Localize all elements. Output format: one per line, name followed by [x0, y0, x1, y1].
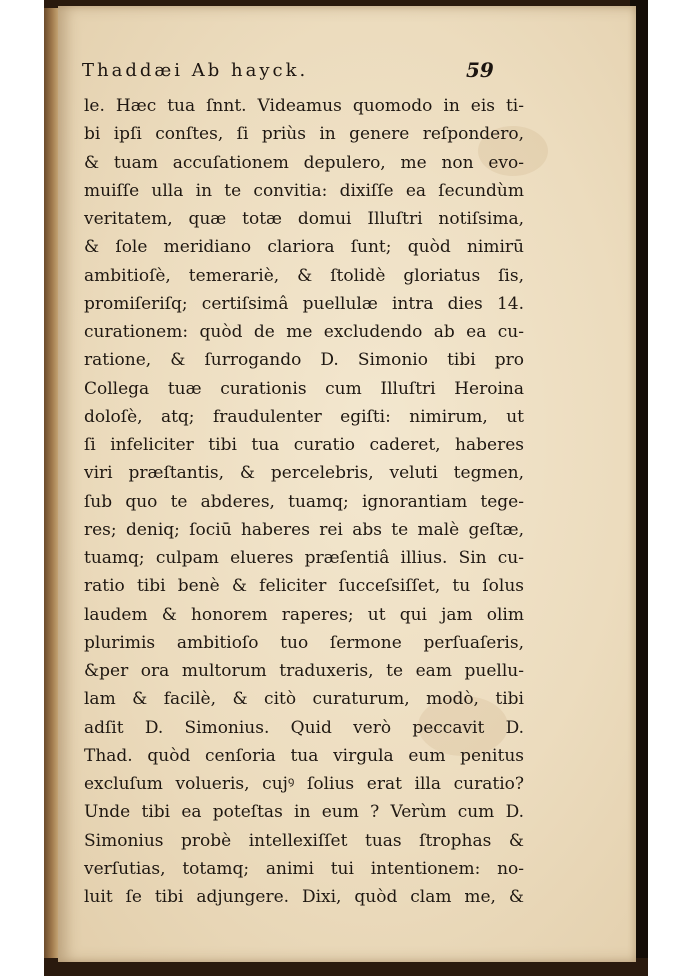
running-head: Thaddæi Ab hayck.: [82, 60, 309, 81]
page-number: 59: [466, 58, 494, 82]
text-line: ratione, & ſurrogando D. Simonio tibi pro: [84, 350, 524, 371]
text-line: ambitioſè, temerariè, & ſtolidè gloriatus ſis,: [84, 265, 524, 286]
text-line: Unde tibi ea poteſtas in eum ? Verùm cum D.: [84, 802, 524, 823]
text-line: luit ſe tibi adjungere. Dixi, quòd clam me, &: [84, 887, 524, 907]
text-line: ratio tibi benè & feliciter ſucceſsiſſet, tu ſolus: [84, 576, 524, 597]
text-line: veritatem, quæ totæ domui Illuſtri notiſsima,: [84, 209, 524, 229]
text-line: muiſſe ulla in te convitia: dixiſſe ea ſecundùm: [84, 180, 524, 201]
text-line: adſit D. Simonius. Quid verò peccavit D.: [84, 717, 524, 738]
text-line: Simonius probè intellexiſſet tuas ſtrophas &: [84, 830, 524, 851]
text-line: le. Hæc tua ſnnt. Videamus quomodo in eis ti-: [84, 96, 524, 116]
text-line: tuamq; culpam elueres præſentiâ illius. Sin cu-: [84, 548, 524, 568]
text-line: laudem & honorem raperes; ut qui jam olim: [84, 604, 524, 625]
body-text: [84, 92, 524, 911]
text-line: doloſè, atq; fraudulenter egiſti: nimirum, ut: [84, 406, 524, 427]
text-line: lam & facilè, & citò curaturum, modò, tibi: [84, 689, 524, 710]
text-line: & ſole meridiano clariora ſunt; quòd nimirū: [84, 237, 524, 258]
text-line: verſutias, totamq; animi tui intentionem: no-: [84, 858, 524, 879]
text-line: bi ipſi conſtes, ſi priùs in genere reſpondero,: [84, 124, 524, 145]
text-line: &per ora multorum traduxeris, te eam puellu-: [84, 661, 524, 681]
text-line: res; deniq; ſociū haberes rei abs te malè geſtæ,: [84, 519, 524, 540]
text-line: Thad. quòd cenſoria tua virgula eum penitus: [84, 745, 524, 766]
text-line: & tuam accuſationem depulero, me non evo-: [84, 152, 524, 173]
text-line: Collega tuæ curationis cum Illuſtri Heroina: [84, 378, 524, 399]
text-line: curationem: quòd de me excludendo ab ea cu-: [84, 322, 524, 342]
text-line: ſub quo te abderes, tuamq; ignorantiam tege-: [84, 491, 524, 512]
text-line: plurimis ambitioſo tuo ſermone perſuaſeris,: [84, 632, 524, 653]
text-line: excluſum volueris, cujꝰ ſolius erat illa curatio?: [84, 774, 524, 794]
text-line: ſi infeliciter tibi tua curatio caderet, haberes: [84, 435, 524, 455]
text-line: promiſeriſq; certiſsimâ puellulæ intra dies 14.: [84, 293, 524, 314]
text-line: viri præſtantis, & percelebris, veluti tegmen,: [84, 463, 524, 484]
